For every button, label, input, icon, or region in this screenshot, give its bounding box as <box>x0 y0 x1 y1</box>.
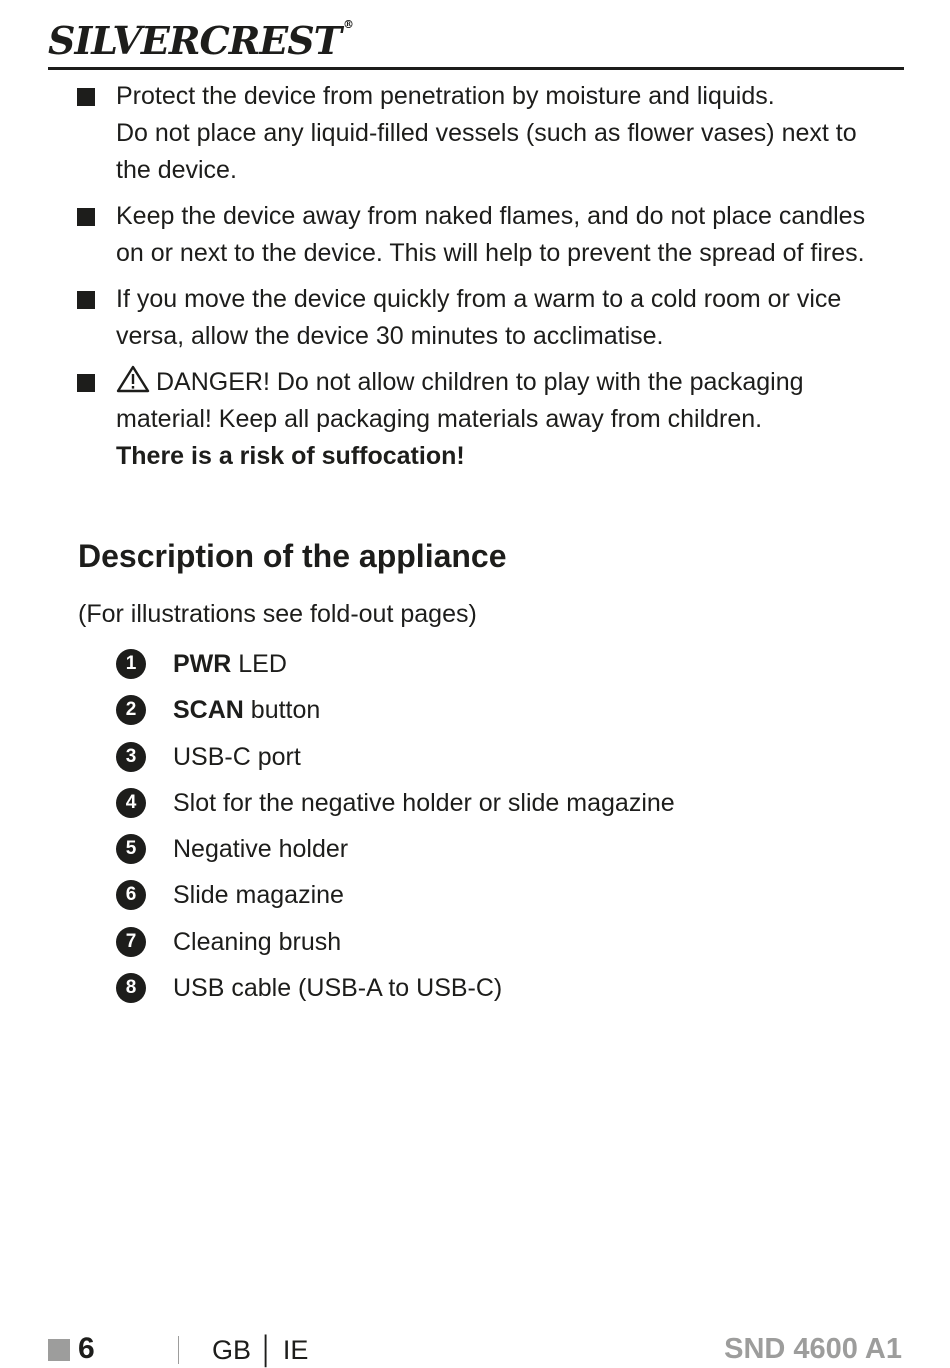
part-label: Cleaning brush <box>173 927 342 956</box>
part-item <box>116 739 675 785</box>
safety-text: Do not place any liquid-filled vessels (such as flower vases) next to the device. <box>116 119 857 184</box>
part-number-badge: 3 <box>116 742 146 772</box>
safety-instructions <box>76 78 876 484</box>
safety-item-moisture <box>76 78 876 189</box>
part-number-badge: 7 <box>116 927 146 957</box>
part-label: USB-C port <box>173 742 301 771</box>
warning-triangle-icon <box>116 365 150 393</box>
part-number-badge: 2 <box>116 695 146 725</box>
part-item <box>116 831 675 877</box>
part-number-badge: 1 <box>116 649 146 679</box>
part-item <box>116 970 675 1016</box>
footer-square-icon <box>48 1339 70 1361</box>
part-number-badge: 4 <box>116 788 146 818</box>
part-label: button <box>243 696 321 725</box>
part-item <box>116 924 675 970</box>
part-number-badge: 5 <box>116 834 146 864</box>
bullet-square-icon <box>77 291 95 309</box>
model-number: SND 4600 A1 <box>724 1333 902 1365</box>
part-label: Negative holder <box>173 835 349 864</box>
part-number-badge: 6 <box>116 880 146 910</box>
safety-item-acclimatise <box>76 281 876 355</box>
page-footer <box>48 1328 904 1368</box>
danger-bold-text: There is a risk of suffocation! <box>116 442 465 470</box>
part-item <box>116 646 675 692</box>
safety-item-danger <box>76 364 876 475</box>
parts-list <box>116 646 675 1016</box>
registered-mark: ® <box>342 18 353 31</box>
bullet-square-icon <box>77 88 95 106</box>
safety-text: Protect the device from penetration by moisture and liquids. <box>116 82 775 110</box>
part-label: LED <box>231 650 287 678</box>
safety-item-flames <box>76 198 876 272</box>
section-title: Description of the appliance <box>78 538 507 574</box>
footer-divider <box>178 1336 179 1364</box>
part-label: USB cable (USB-A to USB-C) <box>173 974 503 1003</box>
bullet-square-icon <box>77 208 95 226</box>
part-label: Slide magazine <box>173 881 344 910</box>
part-label: Slot for the negative holder or slide magazine <box>173 788 675 817</box>
part-item <box>116 877 675 923</box>
part-label-bold: PWR <box>173 650 232 678</box>
page-number: 6 <box>78 1332 95 1365</box>
part-item <box>116 785 675 831</box>
part-label-bold: SCAN <box>173 696 244 725</box>
part-number-badge: 8 <box>116 973 146 1003</box>
section-subtitle: (For illustrations see fold-out pages) <box>78 600 477 628</box>
safety-text: Keep the device away from naked flames, and do not place candles on or next to the device. This will help to prevent the spread of fires. <box>116 202 866 267</box>
language-codes: GB │ IE <box>212 1335 309 1365</box>
safety-text: If you move the device quickly from a warm to a cold room or vice versa, allow the device 30 minutes to acclimatise. <box>116 285 842 350</box>
page-header <box>48 14 904 70</box>
part-item <box>116 692 675 738</box>
bullet-square-icon <box>77 374 95 392</box>
brand-logo <box>48 18 353 63</box>
danger-text: DANGER! Do not allow children to play with the packaging material! Keep all packaging materials away from children. <box>116 368 804 433</box>
brand-name: SILVERCREST <box>48 18 341 63</box>
